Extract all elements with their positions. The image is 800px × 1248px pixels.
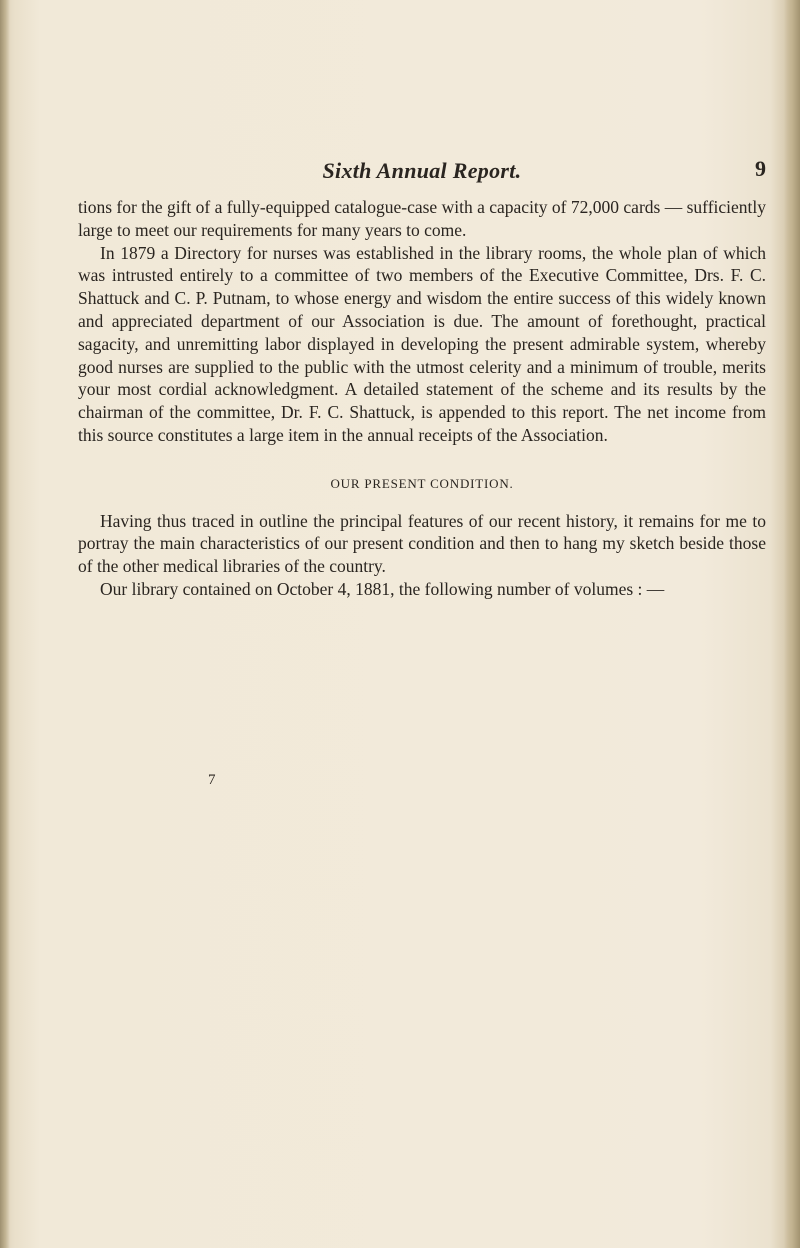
page-number: 9	[755, 156, 766, 181]
section-heading: OUR PRESENT CONDITION.	[330, 475, 514, 491]
running-title: Sixth Annual Report.	[322, 158, 522, 183]
page-left-edge	[0, 0, 10, 1248]
paragraph-continuation: tions for the gift of a fully-equipped catalogue-case with a capacity of 72,000 cards — sufficiently large to meet our requirements for many years to come.	[78, 197, 766, 240]
paragraph-present-condition: Having thus traced in outline the principal features of our recent history, it remains for me to portray the main characteristics of our present condition and then to hang my sketch beside those of the other medical libraries of the country.	[78, 510, 766, 577]
paragraph-volumes: Our library contained on October 4, 1881, the following number of volumes : —	[100, 578, 665, 599]
page-header	[78, 152, 766, 188]
page-right-edge	[784, 0, 800, 1248]
signature-mark: 7	[208, 772, 216, 788]
paragraph-directory: In 1879 a Directory for nurses was established in the library rooms, the whole plan of which was intrusted entirely to a committee of two members of the Executive Committee, Drs. F. C. Shattuck and C. P. Putnam, to whose energy and wisdom the entire success of this widely known and appreciated department of our Association is due. The amount of forethought, practical sagacity, and unremitting labor displayed in developing the present admirable system, whereby good nurses are supplied to the public with the utmost celerity and a minimum of trouble, merits your most cordial acknowledgment. A detailed statement of the scheme and its results by the chairman of the committee, Dr. F. C. Shattuck, is appended to this report. The net income from this source constitutes a large item in the annual receipts of the Association.	[78, 242, 766, 445]
body-text	[78, 196, 766, 601]
